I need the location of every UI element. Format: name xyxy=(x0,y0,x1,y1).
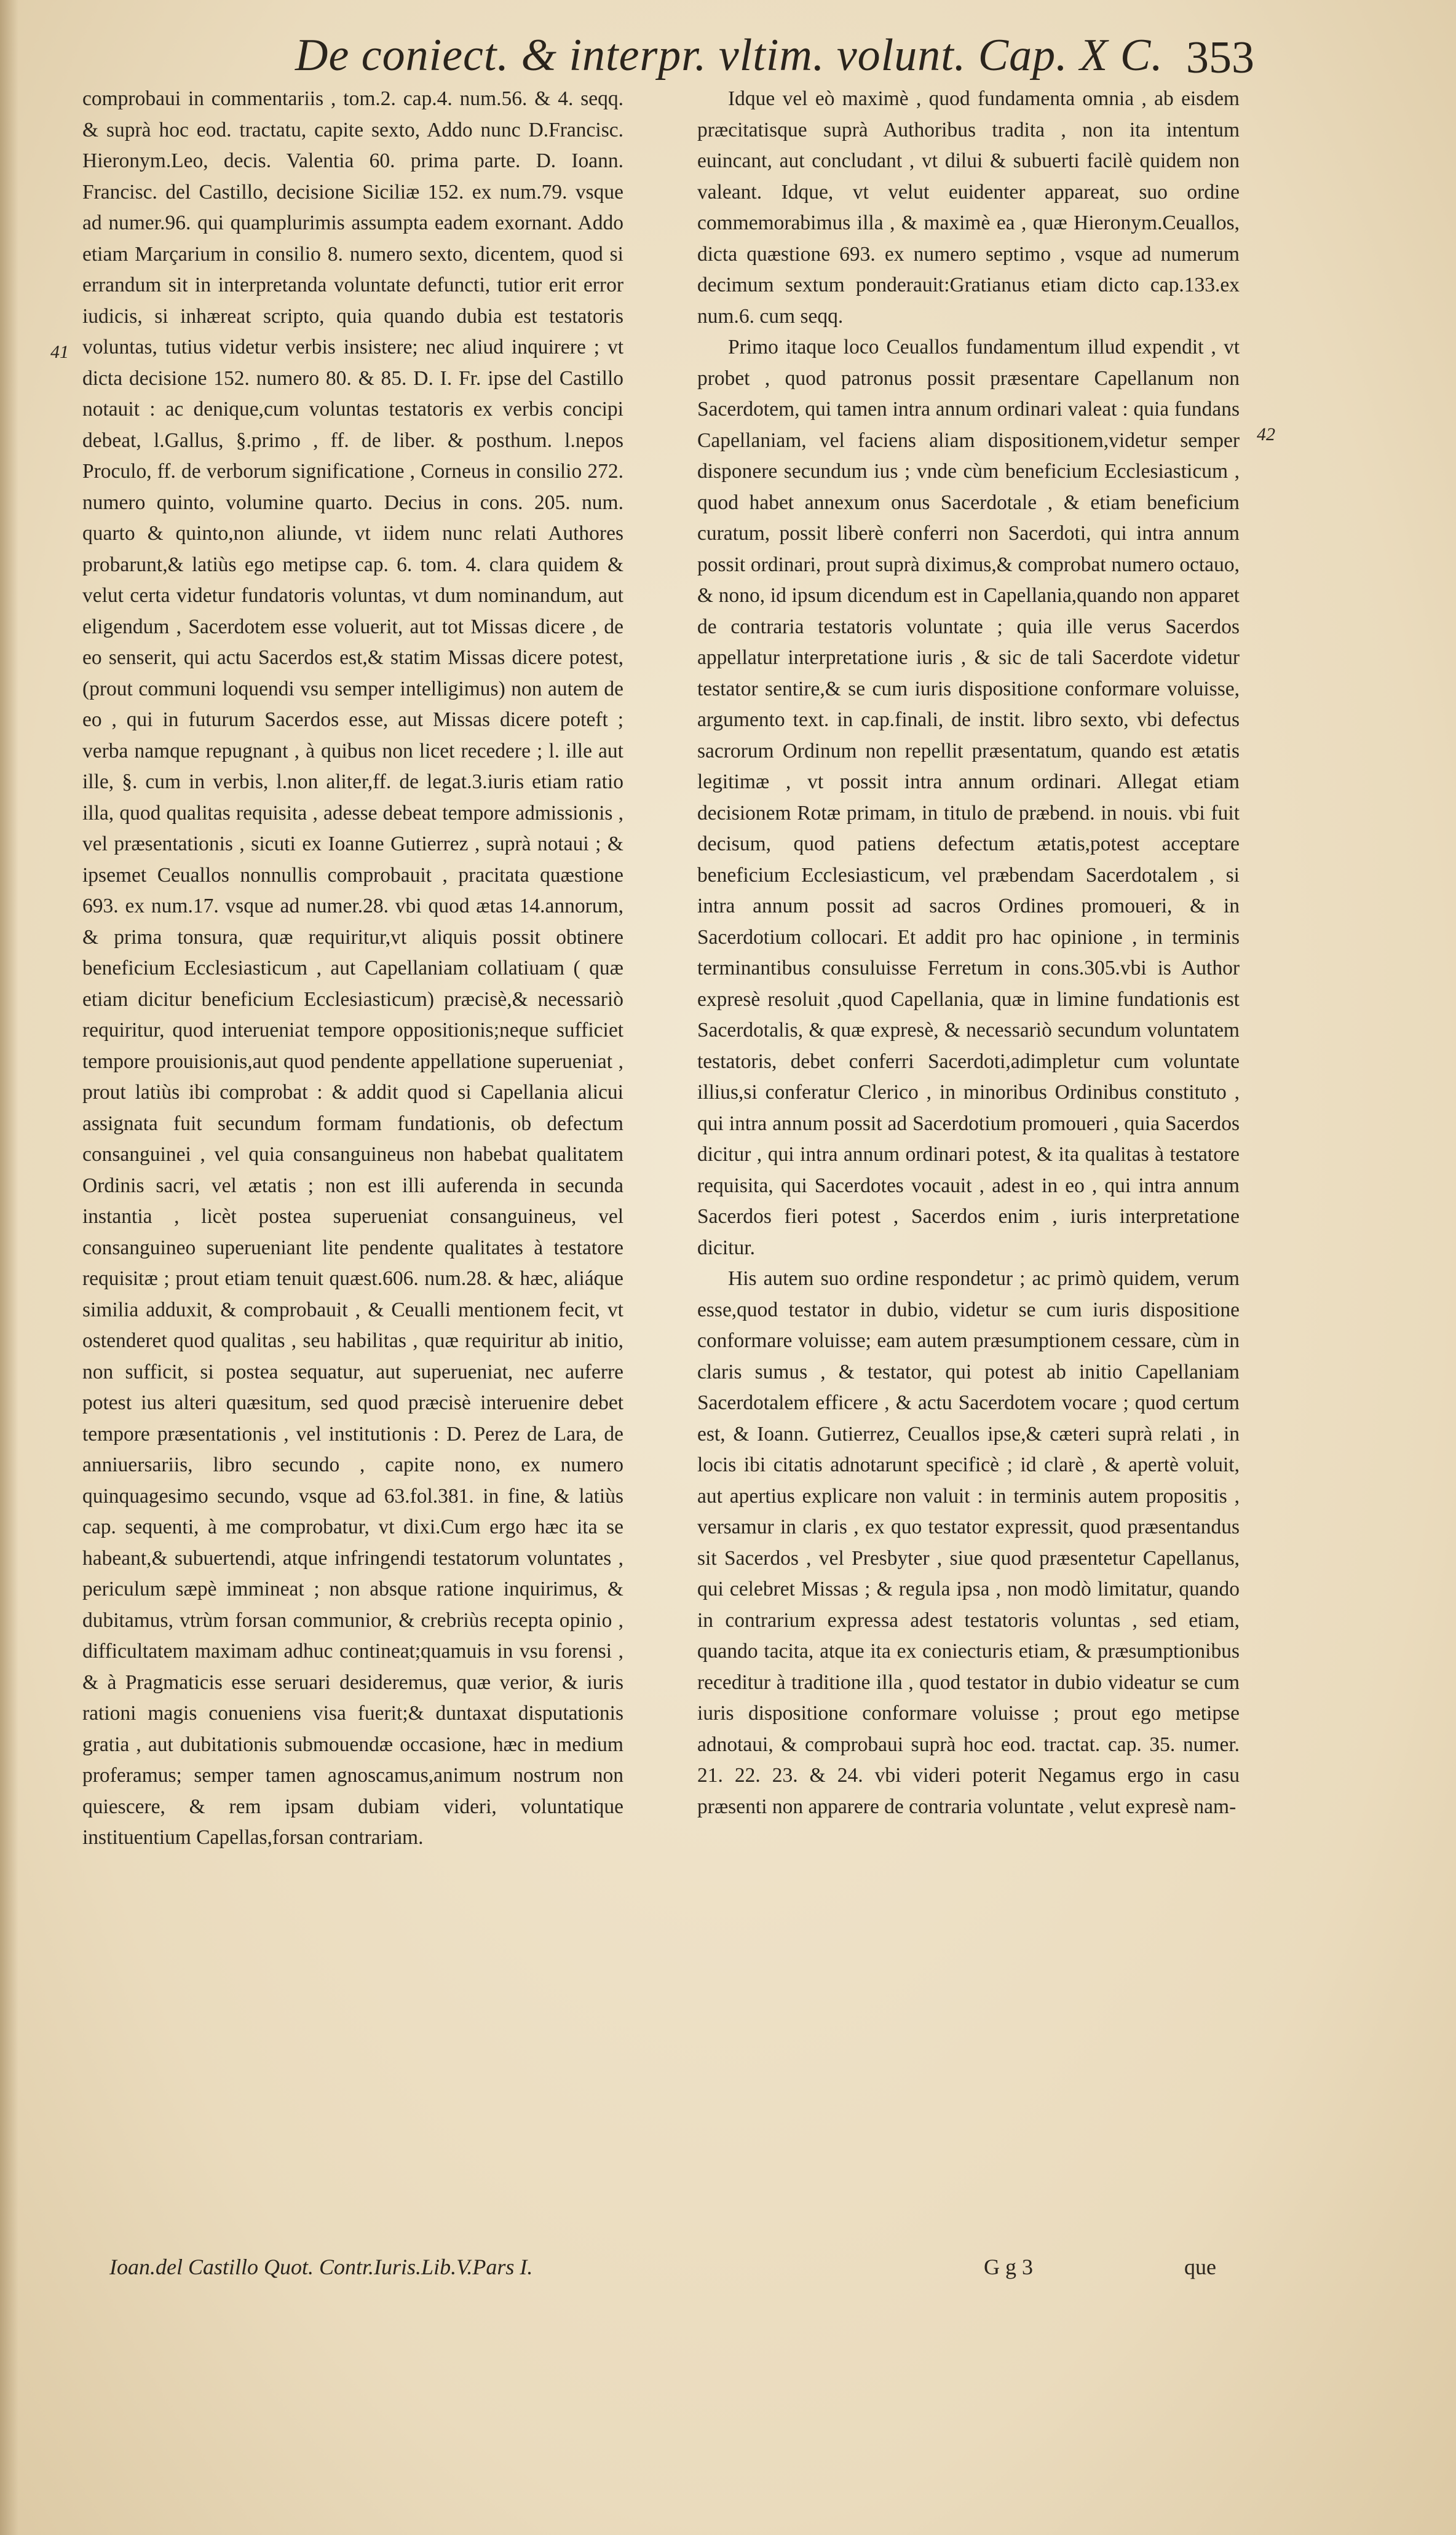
binding-shadow xyxy=(0,0,18,2535)
paragraph: comprobaui in commentariis , tom.2. cap.4. num.56. & 4. seqq. & suprà hoc eod. tractatu, capite sexto, Addo nunc D.Francisc. Hieronym.Leo, decis. Valentia 60. prima parte. D. Ioann. Francisc. del Castillo, decisione Siciliæ 152. ex num.79. vsque ad numer.96. qui quamplurimis assumpta eadem exornant. Addo etiam Marçarium in consilio 8. numero sexto, dicentem, quod si errandum sit in interpretanda voluntate defuncti, tutior erit error iudicis, si inhæreat scripto, quia quando dubia est testatoris voluntas, tutius videtur verbis insistere; nec aliud inquirere ; vt dicta decisione 152. numero 80. & 85. D. I. Fr. ipse del Castillo notauit : ac denique,cum voluntas testatoris ex verbis concipi debeat, l.Gallus, §.primo , ff. de liber. & posthum. l.nepos Proculo, ff. de verborum significatione , Corneus in consilio 272. numero quinto, volumine quarto. Decius in cons. 205. num. quarto & quinto,non aliunde, vt iidem nunc relati Authores probarunt,& latiùs ego metipse cap. 6. tom. 4. clara quidem & velut certa videtur fundatoris voluntas, vt dum nominandum, aut eligendum , Sacerdotem esse voluerit, aut tot Missas dicere , de eo senserit, qui actu Sacerdos est,& statim Missas dicere potest, (prout communi loquendi vsu semper intelligimus) non autem de eo , qui in futurum Sacerdos esse, aut Missas dicere poteft ; verba namque repugnant , à quibus non licet recedere ; l. ille aut ille, §. cum in verbis, l.non aliter,ff. de legat.3.iuris etiam ratio illa, quod qualitas requisita , adesse debeat tempore admissionis , vel præsentationis , sicuti ex Ioanne Gutierrez , suprà notaui ; & ipsemet Ceuallos nonnullis comprobauit , pracitata quæstione 693. ex num.17. vsque ad numer.28. vbi quod ætas 14.annorum, & prima tonsura, quæ requiritur,vt aliquis possit obtinere beneficium Ecclesiasticum , aut Capellaniam collatiuam ( quæ etiam dicitur beneficium Ecclesiasticum) præcisè,& necessariò requiritur, quod interueniat tempore oppositionis;neque sufficiet tempore prouisionis,aut quod pendente appellatione superueniat , prout latiùs ibi comprobat : & addit quod si Capellania alicui assignata fuit secundum formam fundationis, ob defectum consanguinei , vel quia consanguineus non habebat qualitatem Ordinis sacri, vel ætatis ; non est illi auferenda in secunda instantia , licèt postea superueniat consanguineus, vel consanguineo superueniant lite pendente qualitates à testatore requisitæ ; prout etiam tenuit quæst.606. num.28. & hæc, aliáque similia adduxit, & comprobauit , & Ceualli mentionem fecit, vt ostenderet quod qualitas , seu habilitas , quæ requiritur ab initio, non sufficit, si postea sequatur, aut superueniat, nec auferre potest ius alteri quæsitum, sed quod præcisè interuenire debet tempore præsentationis , vel institutionis : D. Perez de Lara, de anniuersariis, libro secundo , capite nono, ex numero quinquagesimo secundo, vsque ad 63.fol.381. in fine, & latiùs cap. sequenti, à me comprobatur, vt dixi.Cum ergo hæc ita se habeant,& subuertendi, atque infringendi testatorum voluntates , periculum sæpè immineat ; non absque ratione inquirimus, & dubitamus, vtrùm forsan communior, & crebriùs recepta opinio , difficultatem maximam adhuc contineat;quamuis in vsu forensi , & à Pragmaticis esse seruari desideremus, quæ verior, & iuris rationi magis conueniens visa fuerit;& duntaxat disputationis gratia , aut dubitationis submouendæ occasione, hæc in medium proferamus; semper tamen agnoscamus,animum nostrum non quiescere, & rem ipsam dubiam videri, voluntatique instituentium Capellas,forsan contrariam. xyxy=(82,87,623,1849)
margin-note-number: 41 xyxy=(50,342,69,362)
left-column xyxy=(82,84,623,1854)
margin-note-number: 42 xyxy=(1257,424,1275,445)
paragraph: His autem suo ordine respondetur ; ac primò quidem, verum esse,quod testator in dubio, videtur se cum iuris dispositione conformare voluisse; eam autem præsumptionem cessare, cùm in claris sumus , & testator, qui potest ab initio Capellaniam Sacerdotalem efficere , & actu Sacerdotem vocare ; quod certum est, & Ioann. Gutierrez, Ceuallos ipse,& cæteri suprà relati , in locis ibi citatis adnotarunt specificè ; id clarè , & apertè voluit, aut apertius explicare non valuit : in terminis autem propositis , versamur in claris , ex quo testator expressit, quod præsentandus sit Sacerdos , vel Presbyter , siue quod præsentetur Capellanus, qui celebret Missas ; & regula ipsa , non modò limitatur, quando in contrarium expressa adest testatoris voluntas , sed etiam, quando tacita, atque ita ex coniecturis etiam, & præsumptionibus receditur à traditione illa , quod testator in dubio videatur se cum iuris dispositione conformare voluisse ; prout ego metipse adnotaui, & comprobaui suprà hoc eod. tractat. cap. 35. numer. 21. 22. 23. & 24. vbi videri poterit Negamus ergo in casu præsenti non apparere de contraria voluntate , velut expresè nam- xyxy=(697,1267,1240,1818)
paragraph: Idque vel eò maximè , quod fundamenta omnia , ab eisdem præcitatisque suprà Authoribus tradita , non ita intentum euincant, aut concludant , vt dilui & subuerti facilè quidem non valeant. Idque, vt velut euidenter appareat, suo ordine commemorabimus illa , & maximè ea , quæ Hieronym.Ceuallos, dicta quæstione 693. ex numero septimo , vsque ad numerum decimum sextum ponderauit:Gratianus etiam dicto cap.133.ex num.6. cum seqq. xyxy=(697,87,1240,328)
page-number: 353 xyxy=(1186,33,1254,83)
header-title: De coniect. & interpr. vltim. volunt. Cap. X C. xyxy=(295,30,1163,81)
paragraph: Primo itaque loco Ceuallos fundamentum illud expendit , vt probet , quod patronus possit præsentare Capellanum non Sacerdotem, qui tamen intra annum ordinari valeat : quia fundans Capellaniam, vel faciens aliam dispositionem,videtur semper disponere secundum ius ; vnde cùm beneficium Ecclesiasticum , quod habet annexum onus Sacerdotale , & etiam beneficium curatum, possit liberè conferri non Sacerdoti, qui intra annum possit ordinari, prout suprà diximus,& comprobat numero octauo, & nono, id ipsum dicendum est in Capellania,quando non apparet de contraria testatoris voluntate ; quia ille verus Sacerdos appellatur interpretatione iuris , & sic de tali Sacerdote videtur testator sentire,& se cum iuris dispositione conformare voluisse, argumento text. in cap.finali, de instit. libro sexto, vbi defectus sacrorum Ordinum non repellit præsentatum, quando est ætatis legitimæ , vt possit intra annum ordinari. Allegat etiam decisionem Rotæ primam, in titulo de præbend. in nouis. vbi fuit decisum, quod patiens defectum ætatis,potest acceptare beneficium Ecclesiasticum, vel præbendam Sacerdotalem , si intra annum possit ad sacros Ordines promoueri, & in Sacerdotium collocari. Et addit pro hac opinione , in terminis terminantibus consuluisse Ferretum in cons.305.vbi is Author expresè resoluit ,quod Capellania, quæ in limine fundationis est Sacerdotalis, & quæ expresè, & necessariò secundum voluntatem testatoris, debet conferri Sacerdoti,adimpletur cum voluntate illius,si conferatur Clerico , in minoribus Ordinibus constituto , qui intra annum possit ad Sacerdotium promoueri , quia Sacerdos dicitur , qui intra annum ordinari potest, & ita qualitas à testatore requisita, qui Sacerdotes vocauit , adest in eo , qui intra annum Sacerdos fieri potest , Sacerdos enim , iuris interpretatione dicitur. xyxy=(697,336,1240,1259)
signature-mark: G g 3 xyxy=(984,2255,1033,2279)
catchword: que xyxy=(1184,2255,1216,2279)
running-footer-title: Ioan.del Castillo Quot. Contr.Iuris.Lib.V.Pars I. xyxy=(109,2255,533,2279)
right-column xyxy=(697,84,1240,1822)
